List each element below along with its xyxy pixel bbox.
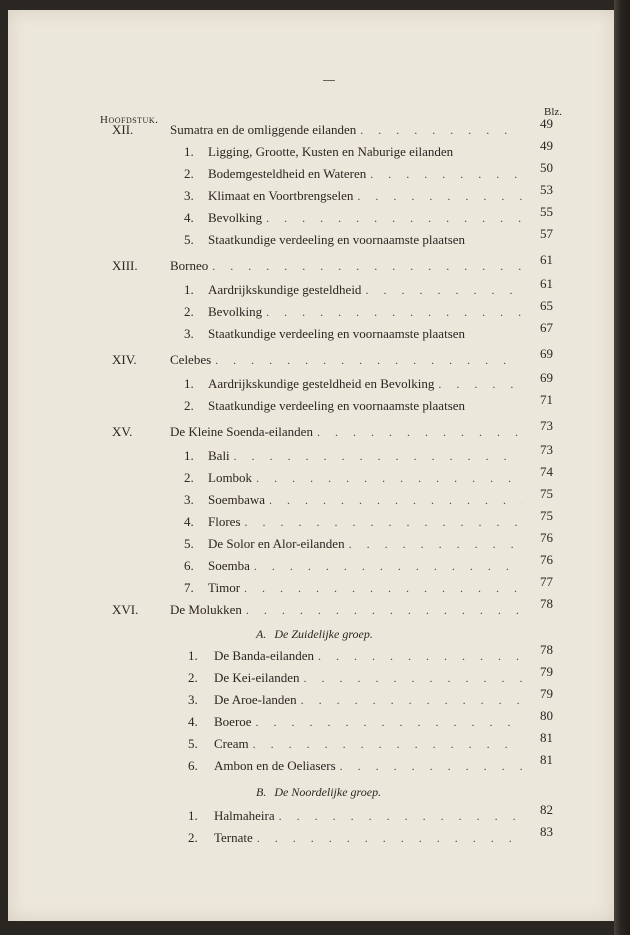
section-entry-page-number: 79 [540, 686, 553, 701]
group-title: De Zuidelijke groep. [274, 627, 373, 641]
section-entry-title: Cream [214, 736, 249, 751]
leader-dots [349, 534, 522, 554]
chapter-entry-number: XIII. [112, 258, 138, 273]
section-entry-title: Flores [208, 514, 241, 529]
section-entry-number: 6. [188, 758, 198, 773]
section-entry-page-number: 74 [540, 464, 553, 479]
leader-dots [317, 422, 522, 442]
section-entry-page-number: 57 [540, 226, 553, 241]
section-entry-title: Klimaat en Voortbrengselen [208, 188, 354, 203]
section-entry-number: 4. [188, 714, 198, 729]
group-heading [256, 782, 381, 802]
section-entry-page-number: 67 [540, 320, 553, 335]
section-entry-number: 3. [184, 326, 194, 341]
section-entry [208, 490, 530, 510]
leader-dots [370, 164, 522, 184]
section-entry-page-number: 55 [540, 204, 553, 219]
chapter-entry-title: Celebes [170, 352, 212, 367]
leader-dots [357, 186, 522, 206]
section-entry-title: Bali [208, 448, 230, 463]
leader-dots [340, 756, 522, 776]
section-entry [208, 164, 530, 184]
section-entry-title: De Banda-eilanden [214, 648, 314, 663]
section-entry [208, 446, 530, 466]
section-entry [208, 468, 530, 488]
section-entry-page-number: 81 [540, 730, 553, 745]
section-entry-page-number: 76 [540, 552, 553, 567]
section-entry [214, 734, 530, 754]
section-entry [214, 806, 530, 826]
leader-dots [253, 734, 522, 754]
leader-dots [365, 280, 522, 300]
section-entry-page-number: 82 [540, 802, 553, 817]
section-entry-page-number: 79 [540, 664, 553, 679]
section-entry-number: 3. [184, 188, 194, 203]
chapter-entry-number: XVI. [112, 602, 139, 617]
section-entry [208, 512, 530, 532]
section-entry [208, 324, 530, 344]
book-page [8, 10, 614, 921]
leader-dots [438, 374, 522, 394]
leader-dots [234, 446, 522, 466]
section-entry [208, 186, 530, 206]
section-entry-title: Ternate [214, 830, 253, 845]
section-entry-title: Aardrijkskundige gesteldheid en Bevolking [208, 376, 435, 391]
section-entry [214, 690, 530, 710]
section-entry-title: De Aroe-landen [214, 692, 297, 707]
section-entry-title: Ambon en de Oeliasers [214, 758, 336, 773]
chapter-entry-page-number: 78 [540, 596, 553, 611]
section-entry-title: Staatkundige verdeeling en voornaamste plaatsen [208, 232, 466, 247]
leader-dots [256, 712, 522, 732]
section-entry-number: 2. [184, 398, 194, 413]
section-entry-title: Staatkundige verdeeling en voornaamste plaatsen [208, 326, 466, 341]
section-entry-number: 5. [184, 536, 194, 551]
chapter-entry [170, 600, 530, 620]
section-entry [208, 230, 530, 250]
leader-dots [279, 806, 522, 826]
section-entry-number: 2. [184, 470, 194, 485]
section-entry-title: Timor [208, 580, 241, 595]
header-page-label: Blz. [544, 106, 563, 118]
section-entry-title: Halmaheira [214, 808, 275, 823]
chapter-entry-page-number: 69 [540, 346, 553, 361]
section-entry-title: Aardrijkskundige gesteldheid [208, 282, 362, 297]
section-entry-number: 4. [184, 210, 194, 225]
leader-dots [301, 690, 522, 710]
section-entry-title: Bodemgesteldheid en Wateren [208, 166, 367, 181]
book-edge [614, 0, 630, 935]
section-entry-page-number: 75 [540, 508, 553, 523]
section-entry [214, 756, 530, 776]
header-chapter-label: Hoofdstuk. [100, 114, 159, 126]
section-entry-page-number: 50 [540, 160, 553, 175]
section-entry-title: De Solor en Alor-eilanden [208, 536, 345, 551]
section-entry-title: Boeroe [214, 714, 252, 729]
group-label: A. [256, 627, 267, 641]
section-entry-number: 1. [188, 808, 198, 823]
leader-dots [360, 120, 522, 140]
section-entry-number: 5. [184, 232, 194, 247]
section-entry-title: Lombok [208, 470, 253, 485]
section-entry-page-number: 61 [540, 276, 553, 291]
group-title: De Noordelijke groep. [274, 785, 382, 799]
section-entry [208, 142, 530, 162]
section-entry-number: 2. [184, 304, 194, 319]
section-entry-page-number: 76 [540, 530, 553, 545]
section-entry [208, 556, 530, 576]
section-entry-page-number: 81 [540, 752, 553, 767]
chapter-entry-number: XIV. [112, 352, 137, 367]
section-entry-number: 6. [184, 558, 194, 573]
leader-dots [215, 350, 522, 370]
section-entry-number: 1. [184, 448, 194, 463]
group-heading [256, 624, 373, 644]
leader-dots [212, 256, 522, 276]
chapter-entry [170, 350, 530, 370]
section-entry-number: 3. [184, 492, 194, 507]
chapter-entry-page-number: 73 [540, 418, 553, 433]
section-entry [214, 668, 530, 688]
section-entry [208, 208, 530, 228]
chapter-entry-page-number: 49 [540, 116, 553, 131]
leader-dots [257, 828, 522, 848]
leader-dots [318, 646, 522, 666]
section-entry-number: 2. [184, 166, 194, 181]
section-entry-number: 1. [184, 282, 194, 297]
section-entry-title: Soembawa [208, 492, 266, 507]
section-entry-number: 1. [184, 144, 194, 159]
leader-dots [266, 302, 522, 322]
section-entry-page-number: 77 [540, 574, 553, 589]
leader-dots [246, 600, 522, 620]
section-entry-page-number: 53 [540, 182, 553, 197]
chapter-entry-title: De Kleine Soenda-eilanden [170, 424, 313, 439]
section-entry-page-number: 75 [540, 486, 553, 501]
section-entry-number: 7. [184, 580, 194, 595]
chapter-entry-number: XII. [112, 122, 134, 137]
leader-dots [304, 668, 522, 688]
leader-dots [266, 208, 522, 228]
section-entry [208, 534, 530, 554]
chapter-entry-title: Sumatra en de omliggende eilanden [170, 122, 357, 137]
section-entry-title: Soemba [208, 558, 250, 573]
section-entry-title: Bevolking [208, 210, 263, 225]
leader-dots [244, 578, 522, 598]
section-entry-title: Staatkundige verdeeling en voornaamste plaatsen [208, 398, 466, 413]
section-entry [214, 828, 530, 848]
section-entry-number: 5. [188, 736, 198, 751]
section-entry-page-number: 65 [540, 298, 553, 313]
section-entry-page-number: 69 [540, 370, 553, 385]
section-entry-page-number: 80 [540, 708, 553, 723]
chapter-entry-title: De Molukken [170, 602, 242, 617]
section-entry-title: Bevolking [208, 304, 263, 319]
section-entry-title: De Kei-eilanden [214, 670, 300, 685]
chapter-entry-page-number: 61 [540, 252, 553, 267]
section-entry-number: 2. [188, 670, 198, 685]
section-entry [208, 302, 530, 322]
leader-dots [256, 468, 522, 488]
section-entry [214, 646, 530, 666]
leader-dots [245, 512, 523, 532]
section-entry-number: 4. [184, 514, 194, 529]
section-entry-number: 3. [188, 692, 198, 707]
leader-dots [269, 490, 522, 510]
chapter-entry [170, 120, 530, 140]
chapter-entry-number: XV. [112, 424, 133, 439]
section-entry-number: 1. [184, 376, 194, 391]
section-entry-page-number: 73 [540, 442, 553, 457]
section-entry-title: Ligging, Grootte, Kusten en Naburige eilanden [208, 144, 454, 159]
section-entry [208, 374, 530, 394]
chapter-entry [170, 422, 530, 442]
section-entry-page-number: 71 [540, 392, 553, 407]
section-entry-page-number: 49 [540, 138, 553, 153]
section-entry-number: 1. [188, 648, 198, 663]
section-entry-page-number: 83 [540, 824, 553, 839]
section-entry [214, 712, 530, 732]
chapter-entry [170, 256, 530, 276]
leader-dots [254, 556, 522, 576]
section-entry-number: 2. [188, 830, 198, 845]
section-entry [208, 578, 530, 598]
page-ornament-dash [323, 80, 335, 81]
chapter-entry-title: Borneo [170, 258, 209, 273]
section-entry [208, 280, 530, 300]
group-label: B. [256, 785, 267, 799]
section-entry [208, 396, 530, 416]
section-entry-page-number: 78 [540, 642, 553, 657]
